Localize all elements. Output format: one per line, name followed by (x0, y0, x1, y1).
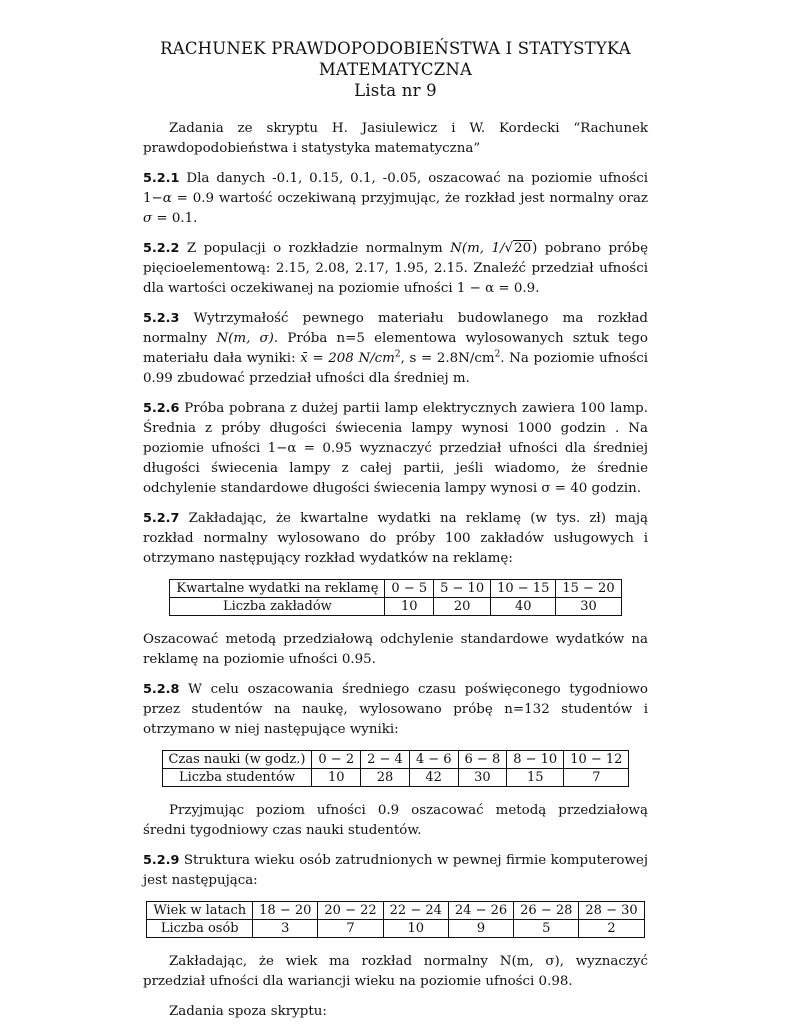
table-cell: 30 (556, 598, 621, 616)
problem-5-2-2: 5.2.2 Z populacji o rozkładzie normalnym N(m, 1/√20) pobrano próbę pięcioelementową: 2.15, 2.08, 2.17, 1.95, 2.15. Znaleźć przedział ufności dla wartości oczekiwanej na poziomie ufności 1 − α = 0.9. (143, 241, 648, 296)
problem-5-2-7-followup: Oszacować metodą przedziałową odchylenie standardowe wydatków na reklamę na poziomie ufności 0.95. (143, 632, 648, 667)
table-row (147, 920, 644, 938)
table-cell: 15 (507, 769, 564, 787)
exponent: 2 (494, 349, 501, 360)
problem-text: Z populacji o rozkładzie normalnym (186, 241, 451, 256)
table-cell: 20 − 22 (318, 902, 383, 920)
table-cell: 26 − 28 (514, 902, 579, 920)
problem-number: 5.2.1 (143, 171, 180, 186)
sigma-symbol: σ (143, 211, 153, 226)
table-cell: 20 (434, 598, 491, 616)
problem-number: 5.2.6 (143, 401, 180, 416)
table-cell: 10 − 12 (564, 751, 629, 769)
problem-text: Struktura wieku osób zatrudnionych w pewnej firmie komputerowej jest następująca: (143, 853, 648, 888)
problem-number: 5.2.8 (143, 682, 180, 697)
distribution-formula: N(m, 1/ (450, 241, 505, 256)
table-cell: 5 (514, 920, 579, 938)
alpha-symbol: α (162, 191, 172, 206)
problem-text: ) pobrano próbę pięcioelementową: 2.15, 2.08, 2.17, 1.95, 2.15. Znaleźć przedział ufności dla wartości oczekiwanej na poziomie ufności 1 − α = 0.9. (143, 241, 648, 296)
table-row (162, 769, 629, 787)
table-cell: 4 − 6 (409, 751, 458, 769)
problem-number: 5.2.2 (143, 241, 180, 256)
age-structure-table (146, 901, 644, 938)
table-cell: 8 − 10 (507, 751, 564, 769)
table-cell: 2 − 4 (361, 751, 410, 769)
table-cell: 28 − 30 (579, 902, 644, 920)
list-number: Lista nr 9 (354, 81, 437, 100)
problem-text: . Na poziomie ufności 0.99 zbudować przedział ufności dla średniej m. (143, 351, 648, 386)
table-cell: 22 − 24 (383, 902, 448, 920)
table-cell: 2 (579, 920, 644, 938)
table-header-cell: Liczba studentów (162, 769, 312, 787)
problem-5-2-1 (143, 169, 648, 229)
table-cell: 10 (383, 920, 448, 938)
sqrt-argument: 20 (514, 241, 532, 256)
problem-5-2-8-followup: Przyjmując poziom ufności 0.9 oszacować metodą przedziałową średni tygodniowy czas nauki studentów. (143, 803, 648, 838)
sample-mean: x̄ = 208 N/cm (300, 351, 395, 366)
table-cell: 40 (491, 598, 556, 616)
table-cell: 3 (253, 920, 318, 938)
problem-5-2-6 (143, 399, 648, 499)
document-page (143, 38, 648, 1032)
table-header-cell: Liczba osób (147, 920, 253, 938)
problem-text: = 0.1. (152, 211, 198, 226)
study-time-table (162, 750, 630, 787)
table-cell: 6 − 8 (458, 751, 507, 769)
table-cell: 7 (564, 769, 629, 787)
table-cell: 5 − 10 (434, 580, 491, 598)
table-cell: 30 (458, 769, 507, 787)
problem-5-2-9-followup: Zakładając, że wiek ma rozkład normalny N(m, σ), wyznaczyć przedział ufności dla wariancji wieku na poziomie ufności 0.98. (143, 954, 648, 989)
problem-5-2-3 (143, 309, 648, 389)
problem-text: = 0.9 wartość oczekiwaną przyjmując, że rozkład jest normalny oraz (171, 191, 648, 206)
table-cell: 15 − 20 (556, 580, 621, 598)
outro-heading: Zadania spoza skryptu: (169, 1004, 327, 1019)
table-row (147, 902, 644, 920)
problem-number: 5.2.9 (143, 853, 180, 868)
table-row (170, 580, 621, 598)
problem-number: 5.2.3 (143, 311, 180, 326)
table-cell: 10 (385, 598, 434, 616)
ad-spending-table (169, 579, 621, 616)
table-header-cell: Liczba zakładów (170, 598, 385, 616)
page-title (143, 38, 648, 101)
problem-number: 5.2.7 (143, 511, 180, 526)
table-cell: 10 − 15 (491, 580, 556, 598)
table-header-cell: Kwartalne wydatki na reklamę (170, 580, 385, 598)
exponent: 2 (394, 349, 401, 360)
problem-text: Dla danych -0.1, 0.15, 0.1, -0.05, oszacować na poziomie ufności 1− (143, 171, 648, 206)
problem-text: Zakładając, że kwartalne wydatki na reklamę (w tys. zł) mają rozkład normalny wylosowano do próby 100 zakładów usługowych i otrzymano następujący rozkład wydatków na reklamę: (143, 511, 648, 566)
distribution-formula: N(m, σ) (216, 331, 274, 346)
problem-5-2-8 (143, 680, 648, 740)
title-line-1: RACHUNEK PRAWDOPODOBIEŃSTWA I STATYSTYKA (160, 39, 631, 58)
table-cell: 24 − 26 (448, 902, 513, 920)
problem-text: Wytrzymałość pewnego materiału budowlanego ma rozkład normalny (143, 311, 648, 346)
problem-text: Próba pobrana z dużej partii lamp elektrycznych zawiera 100 lamp. Średnia z próby długości świecenia lampy wynosi 1000 godzin . Na poziomie ufności 1−α = 0.95 wyznaczyć przedział ufności dla średniej długości świecenia lampy z całej partii, jeśli wiadomo, że średnie odchylenie standardowe długości świecenia lampy wynosi σ = 40 godzin. (143, 401, 648, 496)
title-line-2: MATEMATYCZNA (318, 60, 473, 79)
table-header-cell: Czas nauki (w godz.) (162, 751, 312, 769)
table-cell: 0 − 2 (312, 751, 361, 769)
problem-5-2-9 (143, 851, 648, 891)
table-cell: 42 (409, 769, 458, 787)
problem-text: W celu oszacowania średniego czasu poświęconego tygodniowo przez studentów na naukę, wylosowano próbę n=132 studentów i otrzymano w niej następujące wyniki: (143, 682, 648, 737)
table-cell: 10 (312, 769, 361, 787)
problem-5-2-7 (143, 509, 648, 569)
table-cell: 18 − 20 (253, 902, 318, 920)
intro-paragraph: Zadania ze skryptu H. Jasiulewicz i W. Kordecki “Rachunek prawdopodobieństwa i statystyka matematyczna” (143, 121, 648, 156)
sample-std: , s = 2.8N/cm (400, 351, 495, 366)
table-cell: 0 − 5 (385, 580, 434, 598)
table-row (162, 751, 629, 769)
table-cell: 7 (318, 920, 383, 938)
table-row (170, 598, 621, 616)
problem-text: . Próba n=5 elementowa wylosowanych sztuk tego materiału dała wyniki: (143, 331, 648, 366)
table-cell: 9 (448, 920, 513, 938)
table-cell: 28 (361, 769, 410, 787)
table-header-cell: Wiek w latach (147, 902, 253, 920)
